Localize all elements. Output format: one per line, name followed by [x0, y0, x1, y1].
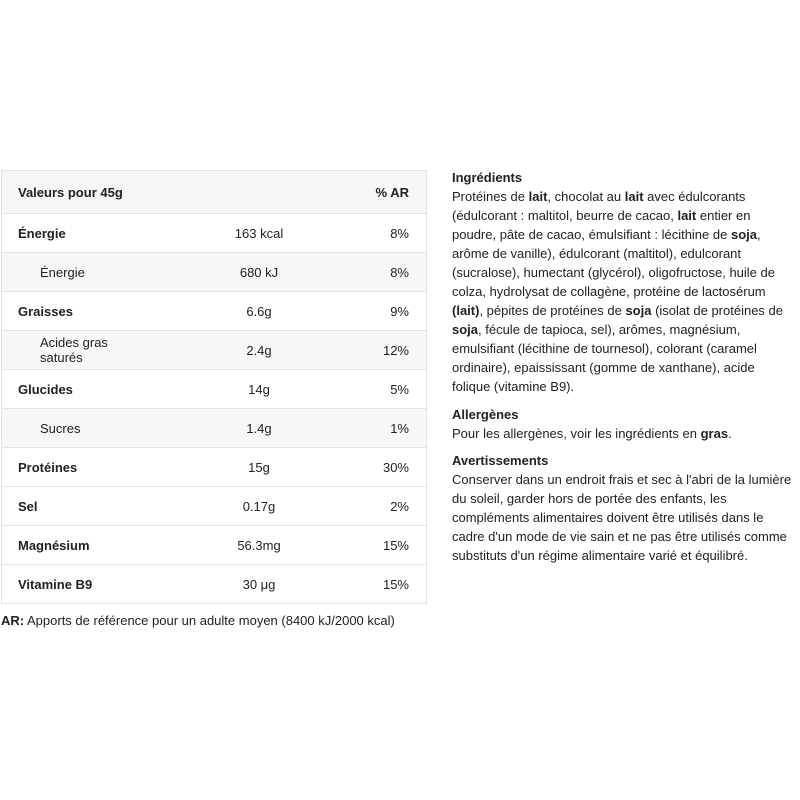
warnings-title: Avertissements [452, 453, 549, 468]
allergen-highlight: soja [625, 303, 652, 318]
nutrient-name: Protéines [18, 459, 78, 475]
nutrient-ar: 5% [390, 381, 409, 397]
allergen-highlight: lait [528, 189, 548, 204]
table-row [2, 564, 426, 603]
table-row [2, 447, 426, 486]
allergens-section [452, 405, 794, 443]
table-row [2, 486, 426, 525]
allergens-title: Allergènes [452, 407, 519, 422]
ingredients-segment: entier en poudre, pâte de cacao, émulsifiant : lécithine de [452, 208, 751, 242]
nutrient-ar: 1% [390, 420, 409, 436]
nutrient-value: 680 kJ [239, 264, 279, 280]
nutrient-value: 1.4g [246, 420, 272, 436]
footnote-label: AR: [1, 613, 25, 628]
warnings-section [452, 451, 794, 565]
ingredients-segment: (isolat de protéines de [651, 303, 783, 318]
nutrient-value: 0.17g [242, 498, 276, 514]
ingredients-segment: Protéines de [452, 189, 529, 204]
nutrient-name: Énergie [40, 264, 85, 280]
allergens-bold: gras [700, 426, 729, 441]
table-row [2, 252, 426, 291]
nutrient-value: 2.4g [246, 342, 272, 358]
nutrient-ar: 8% [390, 225, 409, 241]
ingredients-title: Ingrédients [452, 170, 523, 185]
nutrient-value: 56.3mg [237, 537, 281, 553]
nutrient-name: Vitamine B9 [18, 576, 93, 592]
ingredients-section [452, 168, 794, 396]
allergens-end: . [728, 426, 732, 441]
nutrient-value: 6.6g [246, 303, 272, 319]
ingredients-segment: , pépites de protéines de [479, 303, 626, 318]
footnote-text: Apports de référence pour un adulte moyen (8400 kJ/2000 kcal) [24, 613, 395, 628]
product-info [452, 168, 794, 565]
reference-footnote [1, 613, 395, 628]
allergens-sentence: Pour les allergènes, voir les ingrédients en [452, 426, 701, 441]
table-row [2, 408, 426, 447]
nutrient-value: 15g [248, 459, 270, 475]
allergens-text [452, 424, 794, 443]
nutrient-value: 14g [248, 381, 270, 397]
ingredients-segment: , fécule de tapioca, sel), arômes, magnésium, emulsifiant (lécithine de tournesol), colorant (caramel ordinaire), epaississant (gomme de xanthane), acide folique (vitamine B9). [452, 322, 757, 394]
table-header [2, 171, 426, 213]
nutrient-name: Magnésium [18, 537, 90, 553]
nutrient-ar: 9% [390, 303, 409, 319]
table-row [2, 369, 426, 408]
nutrient-name: Sucres [40, 420, 81, 436]
nutrient-ar: 8% [390, 264, 409, 280]
nutrient-name: Glucides [18, 381, 73, 397]
ingredients-segment: avec édulcorants (édulcorant : maltitol, beurre de cacao, [452, 189, 746, 223]
nutrient-value: 30 μg [242, 576, 276, 592]
nutrient-ar: 30% [382, 459, 409, 475]
allergen-highlight: (lait) [452, 303, 480, 318]
nutrient-ar: 15% [382, 576, 409, 592]
nutrient-name: Graisses [18, 303, 73, 319]
nutrient-value: 163 kcal [234, 225, 284, 241]
nutrient-ar: 2% [390, 498, 409, 514]
nutrient-name: Sel [18, 498, 38, 514]
table-row [2, 213, 426, 252]
allergen-highlight: soja [452, 322, 479, 337]
nutrient-ar: 12% [382, 342, 409, 358]
warnings-text: Conserver dans un endroit frais et sec à l'abri de la lumière du soleil, garder hors de portée des enfants, les compléments alimentaires doivent être utilisés dans le cadre d'un mode de vie sain et ne pas être utilisés comme substituts d'un régime alimentaire varié et équilibré. [452, 472, 792, 563]
nutrient-ar: 15% [382, 537, 409, 553]
nutrient-name: Énergie [18, 225, 66, 241]
nutrition-table [1, 170, 427, 604]
table-row [2, 291, 426, 330]
ingredients-segment: , arôme de vanille), édulcorant (maltitol), edulcorant (sucralose), humectant (glycérol), oligofructose, huile de colza, hydrolysat de collagène, protéine de lactosérum [452, 227, 775, 299]
allergen-highlight: soja [730, 227, 757, 242]
ingredients-segment: , chocolat au [547, 189, 625, 204]
ingredients-text [452, 187, 794, 396]
header-label: Valeurs pour 45g [18, 184, 123, 200]
allergen-highlight: lait [677, 208, 697, 223]
table-row [2, 330, 426, 369]
allergen-highlight: lait [624, 189, 644, 204]
nutrient-name: Acides gras saturés [40, 335, 108, 365]
header-ar: % AR [375, 184, 409, 200]
table-row [2, 525, 426, 564]
